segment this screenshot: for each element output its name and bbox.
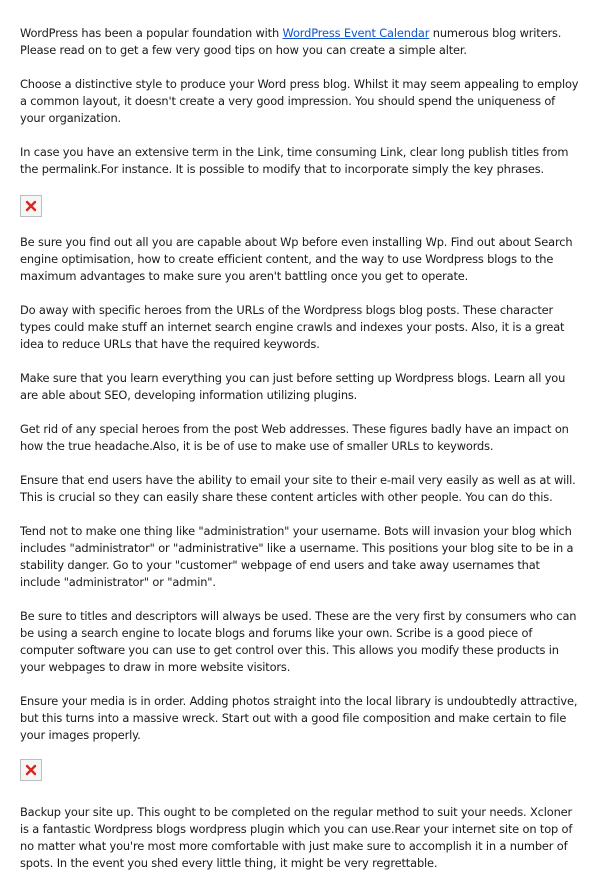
paragraph-special-characters: Get rid of any special heroes from the post Web addresses. These figures badly have an impact on how the true headache.Also, it is be of use to make use of smaller URLs to keywords. xyxy=(20,422,569,453)
article-body xyxy=(20,25,582,889)
wordpress-event-calendar-link[interactable]: WordPress Event Calendar xyxy=(282,26,430,40)
paragraph-media: Ensure your media is in order. Adding photos straight into the local library is undoubtedly attractive, but this turns into a massive wreck. Start out with a good file composition and make certain to file your images properly. xyxy=(20,694,578,742)
broken-image-placeholder-1 xyxy=(20,195,42,217)
paragraph-backup: Backup your site up. This ought to be completed on the regular method to suit your needs. Xcloner is a fantastic Wordpress blogs wordpress plugin which you can use.Rear your internet site on top of no matter what you're most more comfortable with just make sure to accomplish it in a number of spots. In the event you shed every little thing, it might be very regrettable. xyxy=(20,805,573,870)
intro-text-after: numerous blog writers. Please read on to get a few very good tips on how you can create a simple alter. xyxy=(20,26,562,57)
broken-image-icon xyxy=(25,200,37,212)
paragraph-style: Choose a distinctive style to produce your Word press blog. Whilst it may seem appealing to employ a common layout, it doesn't create a very good impression. You should spend the uniqueness of your organization. xyxy=(20,77,579,125)
paragraph-url-characters: Do away with specific heroes from the URLs of the Wordpress blogs blog posts. These character types could make stuff an internet search engine crawls and indexes your posts. Also, it is a great idea to reduce URLs that have the required keywords. xyxy=(20,303,565,351)
paragraph-titles: Be sure to titles and descriptors will always be used. These are the very first by consumers who can be using a search engine to locate blogs and forums like your own. Scribe is a good piece of computer software you can use to get control over this. This allows you modify these products in your webpages to draw in more website visitors. xyxy=(20,609,577,674)
broken-image-icon xyxy=(25,764,37,776)
paragraph-username: Tend not to make one thing like "administration" your username. Bots will invasion your blog which includes "administrator" or "administrative" like a username. This positions your blog site to be in a stability danger. Go to your "customer" webpage of end users and take away usernames that include "administrator" or "admin". xyxy=(20,524,574,589)
paragraph-learn-wp: Be sure you find out all you are capable about Wp before even installing Wp. Find out about Search engine optimisation, how to create efficient content, and the way to use Wordpress blogs to the maximum advantages to make sure you aren't battling once you get to operate. xyxy=(20,235,573,283)
paragraph-email: Ensure that end users have the ability to email your site to their e-mail very easily as well as at will. This is crucial so they can easily share these content articles with other people. You can do this. xyxy=(20,473,576,504)
broken-image-placeholder-2 xyxy=(20,759,42,781)
paragraph-learn-everything: Make sure that you learn everything you can just before setting up Wordpress blogs. Learn all you are able about SEO, developing information utilizing plugins. xyxy=(20,371,566,402)
paragraph-intro xyxy=(20,25,582,59)
paragraph-permalink: In case you have an extensive term in the Link, time consuming Link, clear long publish titles from the permalink.For instance. It is possible to modify that to incorporate simply the key phrases. xyxy=(20,145,569,176)
intro-text-before: WordPress has been a popular foundation with xyxy=(20,26,283,40)
